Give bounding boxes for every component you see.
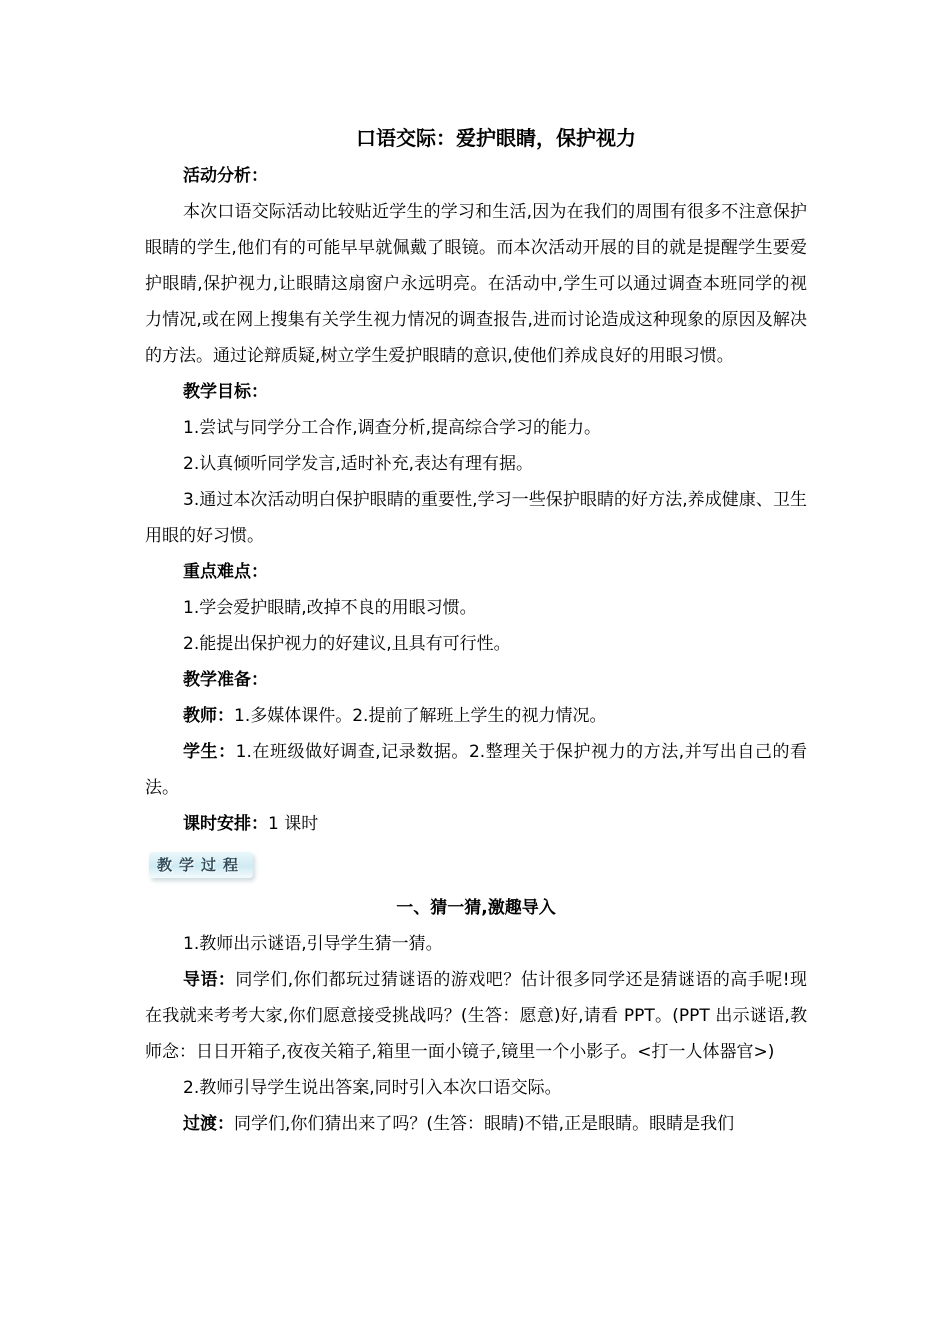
section-step-2: 2.教师引导学生说出答案,同时引入本次口语交际。 bbox=[183, 1078, 562, 1098]
page-title: 口语交际：爱护眼睛，保护视力 bbox=[356, 126, 636, 150]
student-label: 学生： bbox=[183, 742, 236, 762]
goals-heading-label: 教学目标： bbox=[183, 382, 268, 402]
key-points-heading bbox=[145, 554, 807, 590]
key-points-heading-label: 重点难点： bbox=[183, 562, 268, 582]
teaching-process-badge bbox=[149, 850, 253, 880]
student-text: 1.在班级做好调查,记录数据。2.整理关于保护视力的方法,并写出自己的看法。 bbox=[145, 742, 808, 798]
guide-paragraph bbox=[145, 962, 807, 1070]
transition-label: 过渡： bbox=[183, 1114, 234, 1134]
schedule-label: 课时安排： bbox=[183, 814, 268, 834]
preparation-student bbox=[145, 734, 807, 806]
section-heading: 一、猜一猜,激趣导入 bbox=[396, 898, 556, 918]
preparation-teacher bbox=[145, 698, 807, 734]
goals-heading bbox=[145, 374, 807, 410]
guide-text: 同学们,你们都玩过猜谜语的游戏吧？估计很多同学还是猜谜语的高手呢!现在我就来考考大家,你们愿意接受挑战吗？(生答：愿意)好,请看 PPT。(PPT 出示谜语,教师念：日日开箱子,夜夜关箱子,箱里一面小镜子,镜里一个小影子。<打一人体器官>) bbox=[145, 970, 808, 1062]
document-page bbox=[145, 118, 807, 1142]
guide-label: 导语： bbox=[183, 970, 236, 990]
analysis-heading-label: 活动分析： bbox=[183, 166, 268, 186]
schedule-line bbox=[145, 806, 807, 842]
badge-label: 教学过程 bbox=[156, 856, 245, 874]
transition-text: 同学们,你们猜出来了吗？(生答：眼睛)不错,正是眼睛。眼睛是我们 bbox=[234, 1114, 735, 1134]
goal-item-1: 1.尝试与同学分工合作,调查分析,提高综合学习的能力。 bbox=[183, 418, 602, 438]
key-point-item-2: 2.能提出保护视力的好建议,且具有可行性。 bbox=[183, 634, 511, 654]
section-step-1: 1.教师出示谜语,引导学生猜一猜。 bbox=[183, 934, 443, 954]
goal-item-2: 2.认真倾听同学发言,适时补充,表达有理有据。 bbox=[183, 454, 534, 474]
key-point-item-1: 1.学会爱护眼睛,改掉不良的用眼习惯。 bbox=[183, 598, 477, 618]
teacher-text: 1.多媒体课件。2.提前了解班上学生的视力情况。 bbox=[234, 706, 607, 726]
transition-paragraph bbox=[145, 1106, 807, 1142]
schedule-value: 1 课时 bbox=[268, 814, 319, 834]
preparation-heading bbox=[145, 662, 807, 698]
preparation-heading-label: 教学准备： bbox=[183, 670, 268, 690]
teacher-label: 教师： bbox=[183, 706, 234, 726]
analysis-heading bbox=[145, 158, 807, 194]
goal-item-3: 3.通过本次活动明白保护眼睛的重要性,学习一些保护眼睛的好方法,养成健康、卫生用眼的好习惯。 bbox=[145, 490, 807, 546]
analysis-body: 本次口语交际活动比较贴近学生的学习和生活,因为在我们的周围有很多不注意保护眼睛的学生,他们有的可能早早就佩戴了眼镜。而本次活动开展的目的就是提醒学生要爱护眼睛,保护视力,让眼睛这扇窗户永远明亮。在活动中,学生可以通过调查本班同学的视力情况,或在网上搜集有关学生视力情况的调查报告,进而讨论造成这种现象的原因及解决的方法。通过论辩质疑,树立学生爱护眼睛的意识,使他们养成良好的用眼习惯。 bbox=[145, 202, 807, 366]
